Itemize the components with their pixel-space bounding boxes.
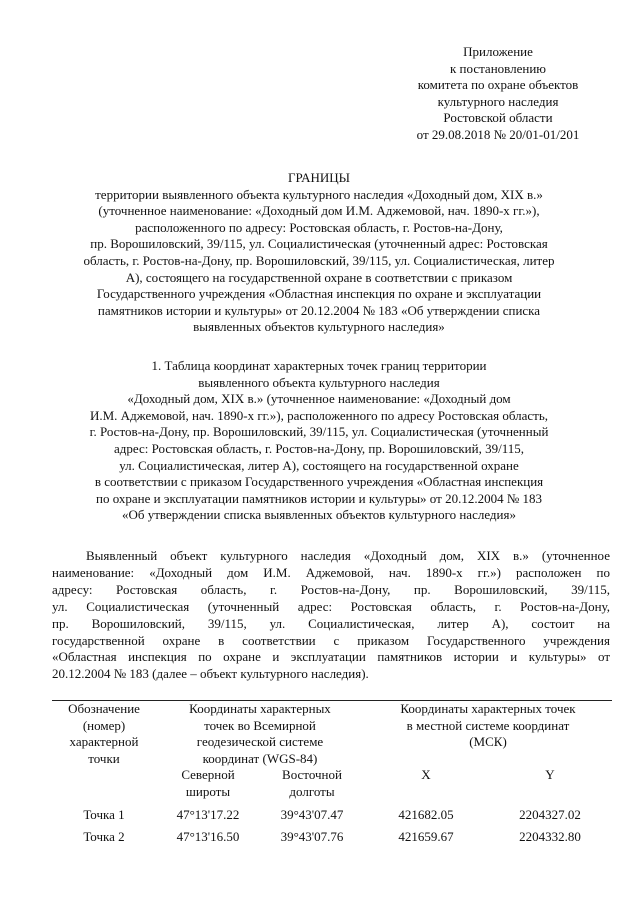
title-line: область, г. Ростов-на-Дону, пр. Ворошиловский, 39/115, ул. Социалистическая, литер: [83, 252, 555, 268]
appendix-line: Приложение: [463, 44, 533, 59]
section-line: 1. Таблица координат характерных точек границ территории: [151, 358, 487, 373]
y-cell: 2204327.02: [519, 807, 581, 823]
point-cell: Точка 2: [83, 829, 125, 845]
paragraph-line: адресу: Ростовская область, г. Ростов-на-Дону, пр. Ворошиловский, 39/115,: [52, 581, 610, 597]
paragraph-line: наименование: «Доходный дом И.М. Аджемовой, нач. 1890-х гг.») расположен по: [52, 564, 610, 580]
title-line: пр. Ворошиловский, 39/115, ул. Социалистическая (уточненный адрес: Ростовская: [90, 236, 548, 252]
header-text: геодезической системе: [196, 734, 324, 750]
east-longitude-header: [260, 767, 364, 807]
wgs84-column-header: [156, 701, 364, 768]
paragraph-line: ул. Социалистическая (уточненный адрес: Ростовская область, г. Ростов-на-Дону,: [52, 598, 610, 614]
x-header: X: [421, 767, 431, 783]
point-column-header: [52, 701, 156, 808]
header-text: Координаты характерных точек: [400, 701, 576, 716]
x-cell: 421682.05: [398, 807, 454, 823]
section-line: г. Ростов-на-Дону, пр. Ворошиловский, 39/115, ул. Социалистическая (уточненный: [89, 424, 549, 440]
section-line: в соответствии с приказом Государственного учреждения «Областная инспекция: [94, 474, 544, 490]
title-line: памятников истории и культуры» от 20.12.2004 № 183 «Об утверждении списка: [97, 302, 541, 318]
section-line: «Об утверждении списка выявленных объектов культурного наследия»: [122, 507, 516, 523]
header-text: Обозначение: [68, 701, 140, 716]
header-text: (номер): [82, 717, 126, 733]
section-line: ул. Социалистическая, литер А), состоящего на государственной охране: [119, 457, 519, 473]
title-block: [50, 170, 588, 336]
north-latitude-header: [156, 767, 260, 807]
header-text: точки: [88, 750, 120, 766]
header-text: характерной: [69, 734, 139, 750]
header-text: Восточной: [282, 767, 342, 783]
section-line: выявленного объекта культурного наследия: [198, 374, 440, 390]
coordinates-table: [52, 700, 612, 851]
table-header-row: [52, 701, 612, 768]
appendix-line: культурного наследия: [437, 93, 559, 109]
latitude-cell: 47°13'17.22: [176, 807, 240, 823]
table-row: [52, 807, 612, 829]
header-text: в местной системе координат: [406, 717, 570, 733]
longitude-cell: 39°43'07.76: [280, 829, 344, 845]
header-text: широты: [185, 783, 231, 799]
header-text: координат (WGS-84): [202, 750, 318, 766]
appendix-line: к постановлению: [449, 60, 547, 76]
appendix-line: комитета по охране объектов: [417, 77, 579, 93]
header-text: точек во Всемирной: [204, 717, 316, 733]
table-row: [52, 829, 612, 851]
title-line: Государственного учреждения «Областная инспекция по охране и эксплуатации: [96, 286, 542, 302]
section-line: «Доходный дом, XIX в.» (уточненное наименование: «Доходный дом: [127, 391, 511, 407]
y-header: Y: [545, 767, 555, 783]
section-line: по охране и эксплуатации памятников истории и культуры» от 20.12.2004 № 183: [96, 490, 542, 506]
point-cell: Точка 1: [83, 807, 125, 823]
latitude-cell: 47°13'16.50: [176, 829, 240, 845]
appendix-line: от 29.08.2018 № 20/01-01/201: [416, 126, 580, 142]
paragraph-line: Выявленный объект культурного наследия «Доходный дом, XIX в.» (уточненное: [86, 548, 610, 563]
paragraph-line: 20.12.2004 № 183 (далее – объект культурного наследия).: [52, 666, 369, 682]
body-paragraph: [52, 548, 610, 683]
title-line: (уточненное наименование: «Доходный дом И.М. Аджемовой, нач. 1890-х гг.»),: [98, 203, 540, 219]
y-cell: 2204332.80: [519, 829, 581, 845]
paragraph-line: государственной охране в соответствии с приказом Государственного учреждения: [52, 632, 610, 648]
x-cell: 421659.67: [398, 829, 454, 845]
title-line: территории выявленного объекта культурного наследия «Доходный дом, XIX в.»: [95, 186, 543, 202]
section-line: И.М. Аджемовой, нач. 1890-х гг.»), расположенного по адресу Ростовская область,: [89, 407, 549, 423]
header-text: долготы: [289, 783, 335, 799]
title-line: расположенного по адресу: Ростовская область, г. Ростов-на-Дону,: [135, 219, 503, 235]
header-text: Координаты характерных: [189, 701, 331, 716]
appendix-line: Ростовской области: [443, 110, 553, 126]
longitude-cell: 39°43'07.47: [280, 807, 344, 823]
paragraph-line: пр. Ворошиловский, 39/115, ул. Социалистическая, литер А), состоит на: [52, 615, 610, 631]
title-line: А), состоящего на государственной охране в соответствии с приказом: [125, 269, 513, 285]
paragraph-line: «Областная инспекция по охране и эксплуатации памятников истории и культуры» от: [52, 649, 610, 665]
document-heading: ГРАНИЦЫ: [288, 170, 350, 185]
section-line: адрес: Ростовская область, г. Ростов-на-Дону, пр. Ворошиловский, 39/115,: [114, 440, 524, 456]
section-heading-block: [50, 358, 588, 524]
title-line: выявленных объектов культурного наследия»: [193, 319, 445, 335]
msk-column-header: [364, 701, 612, 768]
header-text: (МСК): [469, 734, 507, 750]
appendix-block: [388, 44, 608, 144]
header-text: Северной: [181, 767, 235, 783]
